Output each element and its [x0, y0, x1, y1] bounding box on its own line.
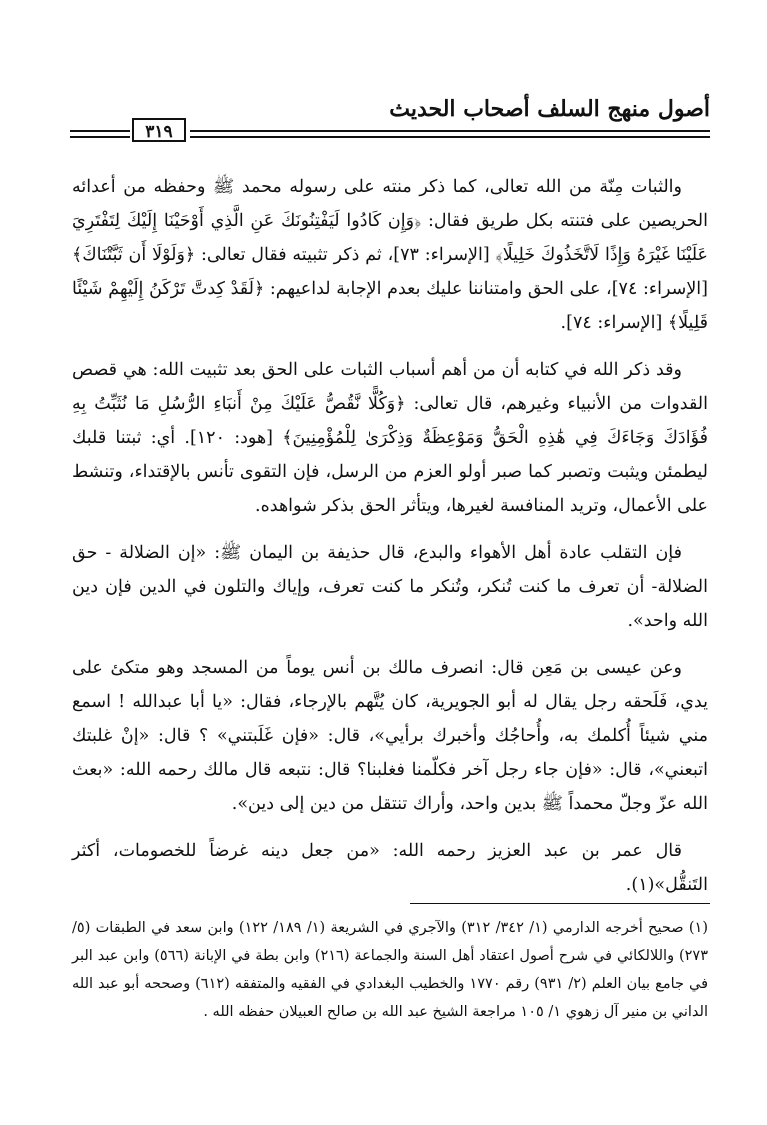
header-rule-right-2: [190, 136, 710, 138]
paragraph-4: وعن عيسى بن مَعِن قال: انصرف مالك بن أنس يوماً من المسجد وهو متكئ على يدي، فَلَحقه رجل يقال له أبو الجويرية، كان يُتَّهم بالإرجاء، فقال: «يا أبا عبدالله ! اسمع مني شيئاً أُكلمك به، وأُحاجُك وأخبرك برأيي»، قال: «فإن غَلَبتني» ؟ قال: «إنْ غلبتك اتبعني»، قال: «فإن جاء رجل آخر فكلّمنا فغلبنا؟ قال: نتبعه قال مالك رحمه الله: «بعث الله عزّ وجلّ محمداً ﷺ بدين واحد، وأراك تنتقل من دين إلى دين».: [72, 658, 708, 814]
page-number: ٣١٩: [132, 118, 186, 142]
header-rule-left-2: [70, 136, 130, 138]
main-text: [72, 170, 708, 915]
paragraph-5: قال عمر بن عبد العزيز رحمه الله: «من جعل دينه غرضاً للخصومات، أكثر التَنقُّل»(١).: [72, 841, 708, 895]
page-header: [70, 96, 710, 142]
paragraph-3: فإن التقلب عادة أهل الأهواء والبدع، قال حذيفة بن اليمان ﷺ: «إن الضلالة - حق الضلالة- أن تعرف ما كنت تُنكر، وتُنكر ما كنت تعرف، وإياك والتلون في الدين فإن دين الله واحد».: [72, 543, 708, 631]
header-rule-right: [190, 130, 710, 132]
paragraph-2: وقد ذكر الله في كتابه أن من أهم أسباب الثبات على الحق بعد تثبيت الله: هي قصص القدوات من الأنبياء وغيرهم، قال تعالى: ﴿وَكُلًّا نَّقُصُّ عَلَيْكَ مِنْ أَنبَاءِ الرُّسُلِ مَا نُثَبِّتُ بِهِ فُؤَادَكَ وَجَاءَكَ فِي هَٰذِهِ الْحَقُّ وَمَوْعِظَةٌ وَذِكْرَىٰ لِلْمُؤْمِنِينَ﴾ [هود: ١٢٠]. أي: ثبتنا قلبك ليطمئن ويثبت وتصبر كما صبر أولو العزم من الرسل، فإن التقوى تأنس بالإقتداء، وتنشط على الأعمال، وتريد المنافسة لغيرها، ويتأثر الحق بذكر شواهده.: [72, 360, 708, 516]
footnote-separator: [410, 903, 710, 904]
footnote-1: (١) صحيح أخرجه الدارمي (١/ ٣٤٢/ ٣١٢) والآجري في الشريعة (١/ ١٨٩/ ١٢٢) وابن سعد في الطبقات (٥/ ٢٧٣) واللالكائي في شرح أصول اعتقاد أهل السنة والجماعة (٢١٦) وابن بطة في الإبانة (٥٦٦) وابن عبد البر في جامع بيان العلم (٢/ ٩٣١) رقم ١٧٧٠ والخطيب البغدادي في الفقيه والمتفقه (٦١٢) وصححه أبو عبد الله الداني بن منير آل زهوي ١/ ١٠٥ مراجعة الشيخ عبد الله بن صالح العبيلان حفظه الله .: [72, 920, 709, 1020]
footnote: [72, 914, 708, 1026]
running-title: أصول منهج السلف أصحاب الحديث: [389, 96, 710, 122]
paragraph-1: والثبات مِنّة من الله تعالى، كما ذكر منته على رسوله محمد ﷺ وحفظه من أعدائه الحريصين على فتنته بكل طريق فقال: ﴿وَإِن كَادُوا لَيَفْتِنُونَكَ عَنِ الَّذِي أَوْحَيْنَا إِلَيْكَ لِتَفْتَرِيَ عَلَيْنَا غَيْرَهُ وَإِذًا لَاتَّخَذُوكَ خَلِيلًا﴾ [الإسراء: ٧٣]، ثم ذكر تثبيته فقال تعالى: ﴿وَلَوْلَا أَن ثَبَّتْنَاكَ﴾ [الإسراء: ٧٤]، على الحق وامتناننا عليك بعدم الإجابة لداعيهم: ﴿لَقَدْ كِدتَّ تَرْكَنُ إِلَيْهِمْ شَيْئًا قَلِيلًا﴾ [الإسراء: ٧٤].: [72, 177, 709, 333]
header-rule-left: [70, 130, 130, 132]
